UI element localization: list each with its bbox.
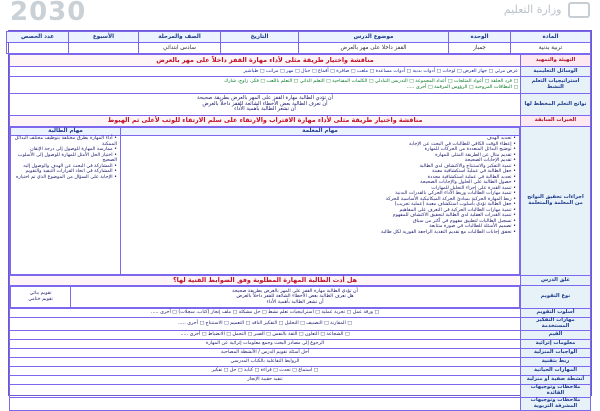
teacher-task: • تحديد الطالبة في عملية استكشافية محددة [427, 174, 516, 180]
ministry-logo [504, 2, 590, 18]
week-value [69, 43, 139, 54]
strategies-line-2: □ البطاقات المروحية □ الرؤوس المرقمة □ أخرى ..... [406, 85, 518, 90]
teacher-task: • تنمية مهارات الطالبات وربط الأداء الحركي بالقدرات البدنية [395, 191, 516, 197]
strategies-line-1: □ قرد الحلقة □ أعواد المثلجات □ أعداد المجموعة □ التدريس التبادلي □ الكلمات المفتاحية □ التعلم الذاتي □ التعلم باللعب □ فكر، زاوج، شارك [224, 79, 518, 85]
periods-label: عدد الحصص [7, 32, 69, 43]
values-text: □ الشجاعة □ التعاون □ الثقة بالنفس □ الصبر □ التحمل □ الانضباط □ أخرى ..... [10, 330, 521, 339]
date-value [221, 43, 299, 54]
thinking-text: □ المقارنة □ التصنيف □ التحليل □ التفكير الناقد □ التعميم □ الاستنتاج □ أخرى ..... [10, 318, 521, 331]
evaluation-item: أن تشعر الطالبة بأهمية الأداء [266, 299, 324, 305]
teacher-task: • حصول الطالبة على الحلول والإجابات الصحيحة [420, 180, 516, 186]
closing-label: غلق الدرس [521, 276, 591, 286]
prep-text: مناقشة واختيار طريقة مثلى لأداء مهارة القفز داخلاً على مهر بالعرض [10, 55, 521, 67]
teacher-task: • ربط المهارة الحركية بمبادئ الحركة الميكانيكية الأساسية للحركة [385, 196, 516, 202]
prior-text: مناقشة واختيار طريقة مثلى لأداء مهارة الاقتراب والارتقاء على سلم الارتقاء للوثب لأعلى ثم الهبوط [10, 116, 521, 127]
outcome-item: أن تعرف الطالبة بعض الأخطاء الشائعة للقفز داخلاً بالعرض [202, 100, 328, 107]
thinking-label: مهارات التفكير المستخدمة [521, 318, 591, 331]
student-task: • اختيار الحل الأمثل للمهارة للوصول إلى الأسلوب الصحيح [17, 152, 117, 164]
student-tasks-heading: مهام الطالبة [11, 128, 121, 136]
supervisor-notes-text [10, 397, 521, 410]
links-text: الروابط التفاعلية بالكتاب المدرسي [10, 357, 521, 366]
teacher-task: • إعطاء الوقت الكافي للطالبات في البحث عن الإجابة [409, 141, 516, 147]
prior-label: الخبرات السابقة [521, 116, 591, 127]
periods-value [7, 43, 69, 54]
closing-text: هل أدت الطالبة المهارة المطلوبة وفق الضوابط الفنية لها؟ [10, 276, 521, 286]
teacher-task: • تنمية التفكير والاستنتاج والاكتشاف لدى الطالبة [419, 163, 516, 169]
teacher-task: • تقديم مثال عن الطريقة المثلى للمهارة [435, 152, 516, 158]
supervisor-notes-label: ملاحظات وتوجيهات المشرفة التربوية [521, 397, 591, 410]
subject-label: المادة [511, 32, 591, 43]
unit-value: جمباز [449, 43, 511, 54]
aids-label: الوسائل التعليمية [521, 67, 591, 77]
subject-value: تربية بدنية [511, 43, 591, 54]
student-task: • أداء المهارة بطرق مختلفة بتوظيف مختلف البدائل الممكنة [14, 136, 117, 147]
teacher-task: • جعل الطالبة في عملية استكشافية معينة [432, 169, 516, 175]
grade-label: الصف والمرحلة [139, 32, 221, 43]
activities-text: تنفيذ حقيبة الإنجاز [10, 375, 521, 384]
top-info-table [6, 31, 591, 54]
evaluation-label: نوع التقويم [521, 286, 591, 309]
outcome-item: أن تشعر الطالبة بأهمية الأداء [234, 106, 296, 113]
teacher-task: • تسجيل الطالبات لتطبيق مفهوم في أكثر من سياق [412, 218, 516, 224]
activities-label: أنشطة صفية أو منزلية [521, 375, 591, 384]
life-skills-text: □ استماع □ تحدث □ قراءة □ كتابة □ حل □ تفكير [10, 366, 521, 375]
enrichment-label: معلومات إثرائية [521, 339, 591, 348]
strategies-label: استراتيجيات التعلم النشط [521, 77, 591, 94]
student-task: • ممارسة المهارة للوصول إلى درجة الإتقان [30, 147, 117, 153]
lesson-body-table [9, 54, 591, 411]
eval-method-text: □ ورقة عمل □ تجربة عملية □ استراتيجيات تعلم نشط □ حل مشكلة □ ملف إنجاز (كتاب، سجلات) □ أخرى ..... [10, 309, 521, 318]
teacher-tasks-heading: مهام المعلمة [121, 128, 520, 136]
evaluation-type-formative: تقويم بنائي [29, 291, 52, 297]
ministry-mark-icon [568, 2, 590, 18]
lesson-topic-value: القفز داخلا على مهر بالعرض [299, 43, 449, 54]
ministry-logo-text: وزارة التعليم [503, 3, 562, 16]
evaluation-items [71, 287, 520, 308]
teacher-task: • تحقق إجابات الطالبات مع تقديم التغذية الراجعة الفورية لكل طالبة [380, 229, 516, 235]
eval-method-label: أسلوب التقويم [521, 309, 591, 318]
enrichment-text: الرجوع إلى مصادر البحث وجمع معلومات إثرائية عن المهارة [10, 339, 521, 348]
life-skills-label: المهارات الحياتية [521, 366, 591, 375]
evaluation-cell [10, 286, 521, 309]
evaluation-types [11, 287, 71, 308]
outcome-item: أن تؤدي الطالبة مهارة القفز على المهر بالعرض بطريقة صحيحة [197, 94, 333, 101]
student-task: • المشاركة في البحث عن الهدف والوصول إليه [23, 163, 117, 169]
teacher-task: • تنمية القدرة على إجراء التحليل للمهارات [431, 185, 516, 191]
lesson-topic-label: موضوع الدرس [299, 32, 449, 43]
student-task: • الإجابة على السؤال من الموضوع الذي تم اختياره [15, 174, 117, 180]
outcomes-label: نواتج التعلم المخطط لها [521, 94, 591, 116]
procedures-table [10, 127, 520, 275]
prep-label: التهيئة والتمهيد [521, 55, 591, 67]
aids-text: عرض مرئي □ جهاز العرض □ لوحات □ أدوات بدنية □ أدوات مساعدة □ ملعب □ صافرة □ أقماع □ حبال □ مهر □ مراتب □ طباشير [10, 67, 521, 77]
homework-label: الواجبات المنزلية [521, 348, 591, 357]
student-tasks-list [11, 136, 121, 275]
teacher-task: • تصميم الأسئلة للطالبات في صورة متتابعة [429, 224, 516, 230]
values-label: القيم [521, 330, 591, 339]
procedures-label: اجراءات تحقيق النواتج من المعلمة والمتعلمة [521, 127, 591, 276]
principal-notes-label: ملاحظات وتوجيهات القائدة [521, 384, 591, 397]
teacher-task: • تحديد الهدف [486, 136, 516, 141]
grade-value: سادس ابتدائي [139, 43, 221, 54]
principal-notes-text [10, 384, 521, 397]
lesson-plan-sheet [8, 30, 592, 409]
vision-2030-logo: 2030 [10, 0, 87, 27]
teacher-task: • تنمية مهارات الطالبات الحركية في التعرف على المفاهيم [399, 207, 516, 213]
teacher-tasks-list [121, 136, 520, 275]
unit-label: الوحدة [449, 32, 511, 43]
teacher-task: • جعل الطالبة تؤدي بأسلوب استكشاف معينة (عملية تجريب) [394, 202, 516, 208]
procedures-cell [10, 127, 521, 276]
outcomes-list [10, 94, 521, 116]
student-task: • المشاركة في اتخاذ القرارات التنفيذ والتقويم [25, 169, 117, 175]
date-label: التاريخ [221, 32, 299, 43]
evaluation-item: هل تعرف الطالبة بعض الأخطاء الشائعة للقفز داخلاً بالعرض [236, 294, 354, 300]
links-label: ربط بتقنية [521, 357, 591, 366]
teacher-task: • تنمية القدرات العقلية لدى الطالبة لتحقيق الاكتشاف للمفهوم [392, 213, 516, 219]
teacher-task: • توضيح البدائل المتعددة من الحركات للمهارة [424, 147, 516, 153]
strategies-text [10, 77, 521, 94]
evaluation-type-summative: تقويم ختامي [28, 297, 53, 302]
page-header [0, 0, 600, 30]
teacher-task: • تقديم الإجابات الصحيحة [464, 158, 516, 164]
homework-text: أحل أسئلة تقويم الدرس / الأنشطة المصاحبة [10, 348, 521, 357]
week-label: الأسبوع [69, 32, 139, 43]
evaluation-table [10, 286, 520, 308]
evaluation-item: أن تؤدي الطالبة مهارة القفز على المهر بالعرض بطريقة صحيحة [232, 288, 358, 294]
